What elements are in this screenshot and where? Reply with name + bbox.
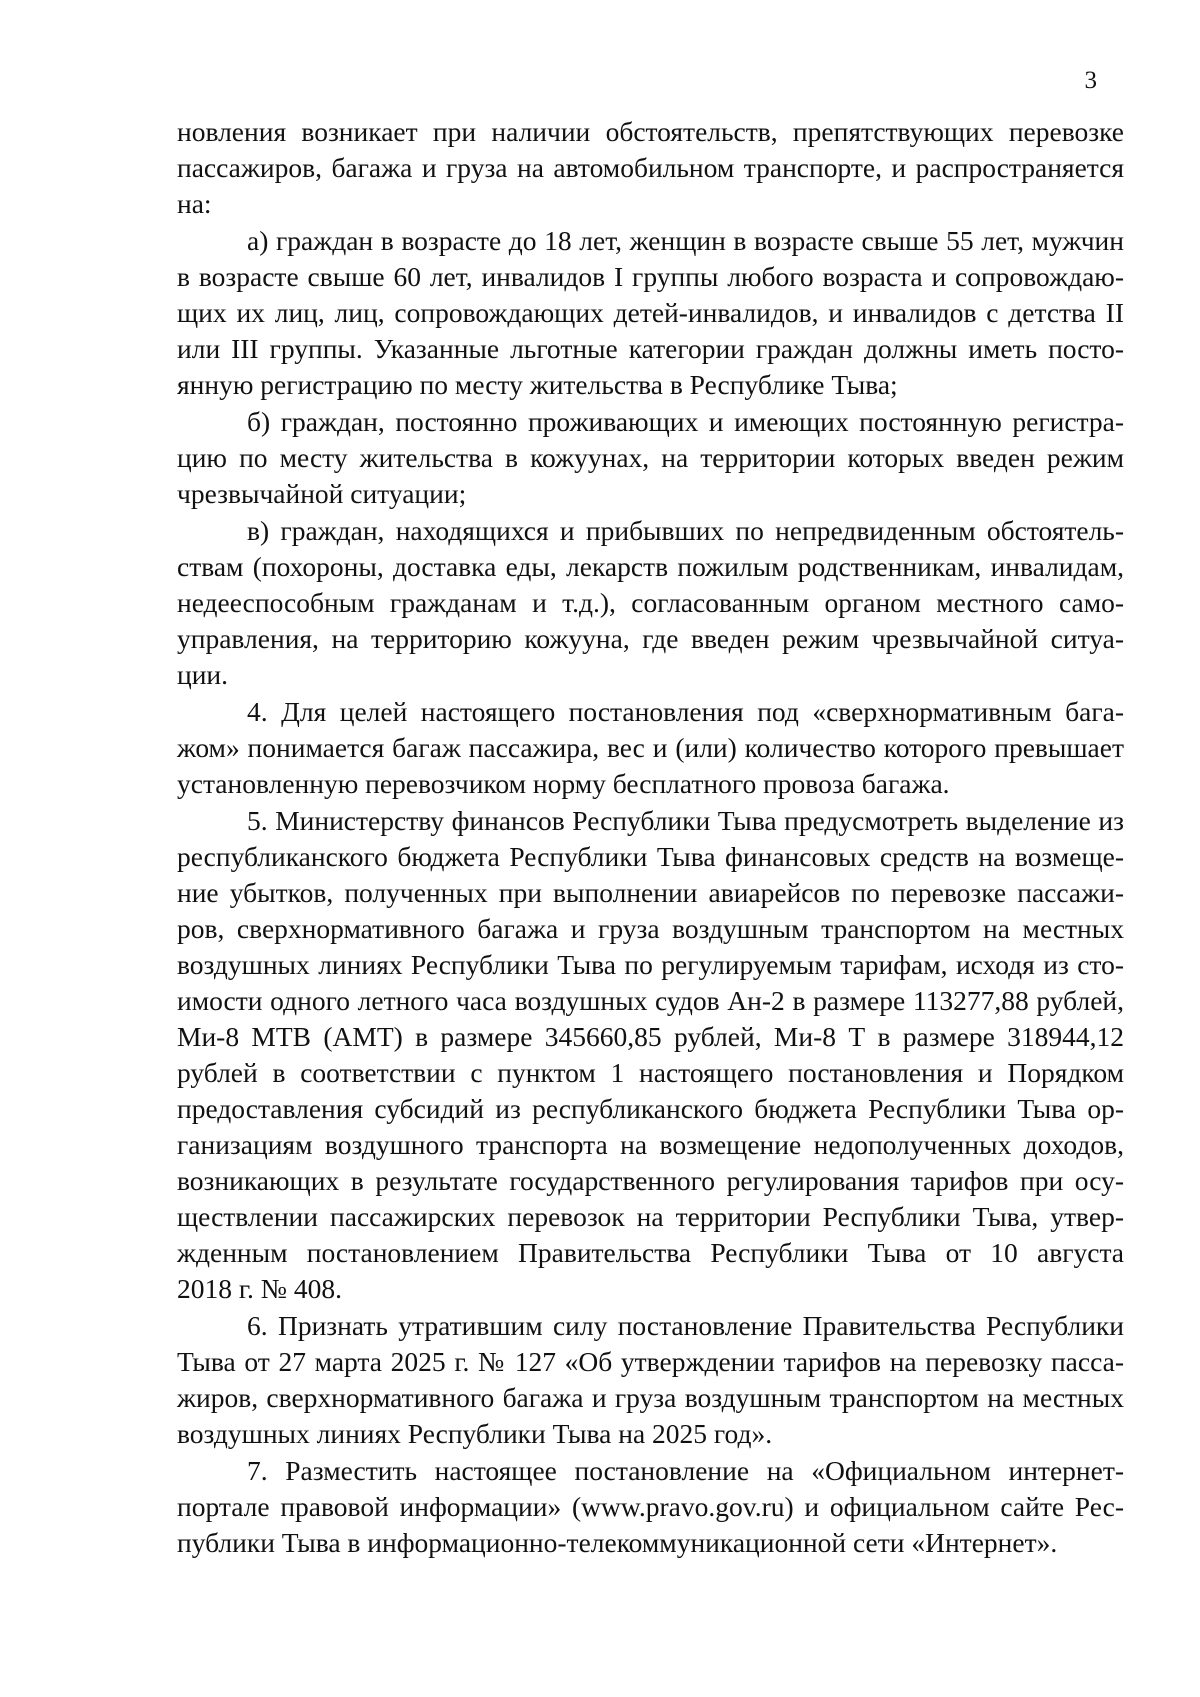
- text-line: воздушных линиях Республики Тыва по регулируемым тарифам, исходя из сто-: [177, 949, 1124, 980]
- text-line: а) граждан в возрасте до 18 лет, женщин в возрасте свыше 55 лет, мужчин: [247, 225, 1124, 256]
- text-line: 5. Министерству финансов Республики Тыва предусмотреть выделение из: [247, 805, 1124, 836]
- text-line: щих их лиц, лиц, сопровождающих детей-инвалидов, и инвалидов с детства II: [177, 297, 1124, 328]
- text-line: цию по месту жительства в кожуунах, на территории которых введен режим: [177, 442, 1124, 473]
- text-line: 2018 г. № 408.: [177, 1273, 343, 1304]
- text-line: янную регистрацию по месту жительства в Республике Тыва;: [177, 369, 898, 400]
- text-line: возникающих в результате государственного регулирования тарифов при осу-: [177, 1165, 1124, 1196]
- text-line: в возрасте свыше 60 лет, инвалидов I группы любого возраста и сопровождаю-: [177, 261, 1124, 292]
- document-body: [177, 114, 1124, 1562]
- text-line: жом» понимается багаж пассажира, вес и (или) количество которого превышает: [177, 732, 1124, 763]
- text-line: чрезвычайной ситуации;: [177, 478, 467, 509]
- text-line: республиканского бюджета Республики Тыва финансовых средств на возмеще-: [177, 841, 1124, 872]
- paragraph: [177, 223, 1124, 403]
- text-line: ние убытков, полученных при выполнении авиарейсов по перевозке пассажи-: [177, 877, 1124, 908]
- text-line: Тыва от 27 марта 2025 г. № 127 «Об утверждении тарифов на перевозку пасса-: [177, 1346, 1124, 1377]
- paragraph: [177, 694, 1124, 802]
- text-line: предоставления субсидий из республиканского бюджета Республики Тыва ор-: [177, 1093, 1124, 1124]
- text-line: рублей в соответствии с пунктом 1 настоящего постановления и Порядком: [177, 1057, 1124, 1088]
- text-line: публики Тыва в информационно-телекоммуникационной сети «Интернет».: [177, 1527, 1058, 1558]
- text-line: ции.: [177, 659, 229, 690]
- text-line: жденным постановлением Правительства Республики Тыва от 10 августа: [177, 1237, 1124, 1268]
- text-line: новления возникает при наличии обстоятельств, препятствующих перевозке: [177, 116, 1124, 147]
- text-line: портале правовой информации» (www.pravo.gov.ru) и официальном сайте Рес-: [177, 1491, 1124, 1522]
- text-line: ров, сверхнормативного багажа и груза воздушным транспортом на местных: [177, 913, 1124, 944]
- text-line: установленную перевозчиком норму бесплатного провоза багажа.: [177, 768, 950, 799]
- text-line: пассажиров, багажа и груза на автомобильном транспорте, и распространяется: [177, 152, 1124, 183]
- text-line: 4. Для целей настоящего постановления под «сверхнормативным бага-: [247, 696, 1124, 727]
- text-line: ществлении пассажирских перевозок на территории Республики Тыва, утвер-: [177, 1201, 1124, 1232]
- text-line: ствам (похороны, доставка еды, лекарств пожилым родственникам, инвалидам,: [177, 551, 1124, 582]
- paragraph: [177, 404, 1124, 512]
- paragraph: [177, 1308, 1124, 1452]
- paragraph: [177, 513, 1124, 693]
- paragraph: [177, 803, 1124, 1307]
- text-line: управления, на территорию кожууна, где введен режим чрезвычайной ситуа-: [177, 623, 1124, 654]
- text-line: ганизациям воздушного транспорта на возмещение недополученных доходов,: [177, 1129, 1124, 1160]
- text-line: в) граждан, находящихся и прибывших по непредвиденным обстоятель-: [247, 515, 1124, 546]
- text-line: жиров, сверхнормативного багажа и груза воздушным транспортом на местных: [177, 1382, 1124, 1413]
- page-number: 3: [1084, 67, 1097, 94]
- text-line: Ми-8 МТВ (АМТ) в размере 345660,85 рублей, Ми-8 Т в размере 318944,12: [177, 1021, 1124, 1052]
- text-line: на:: [177, 188, 212, 219]
- text-line: воздушных линиях Республики Тыва на 2025 год».: [177, 1418, 773, 1449]
- text-line: 6. Признать утратившим силу постановление Правительства Республики: [247, 1310, 1124, 1341]
- text-line: имости одного летного часа воздушных судов Ан-2 в размере 113277,88 рублей,: [177, 985, 1124, 1016]
- text-line: недееспособным гражданам и т.д.), согласованным органом местного само-: [177, 587, 1124, 618]
- text-line: б) граждан, постоянно проживающих и имеющих постоянную регистра-: [247, 406, 1124, 437]
- paragraph: [177, 1453, 1124, 1561]
- text-line: или III группы. Указанные льготные категории граждан должны иметь посто-: [177, 333, 1124, 364]
- text-line: 7. Разместить настоящее постановление на «Официальном интернет-: [247, 1455, 1124, 1486]
- paragraph: [177, 114, 1124, 222]
